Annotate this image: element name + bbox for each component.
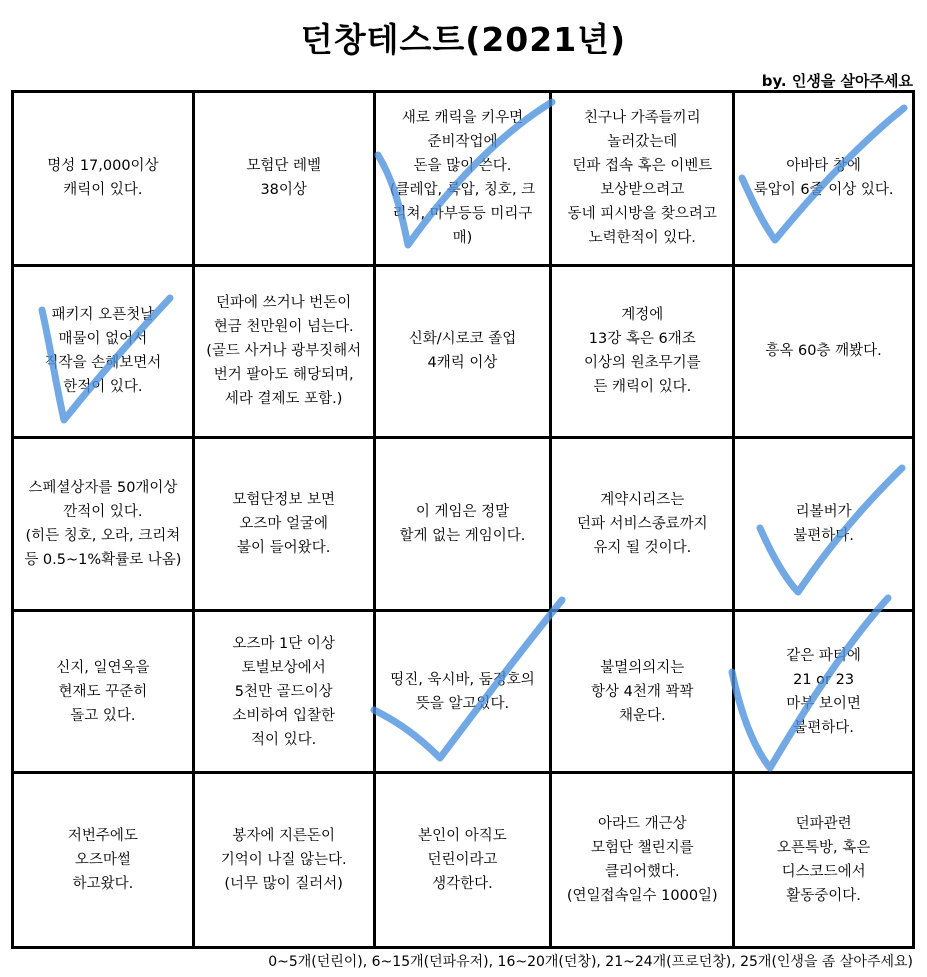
bingo-cell-19[interactable] bbox=[552, 612, 735, 774]
bingo-cell-7[interactable] bbox=[195, 267, 376, 439]
bingo-cell-4[interactable] bbox=[552, 93, 735, 267]
bingo-cell-18[interactable] bbox=[376, 612, 553, 774]
bingo-cell-12[interactable] bbox=[195, 439, 376, 613]
cell-text: 모험단 레벨 38이상 bbox=[246, 158, 321, 199]
cell-text: 신화/시로코 졸업 4캐릭 이상 bbox=[408, 331, 517, 372]
cell-text: 모험단정보 보면 오즈마 얼굴에 불이 들어왔다. bbox=[232, 491, 336, 556]
bingo-cell-23[interactable] bbox=[376, 774, 553, 946]
cell-text: 신지, 일연옥을 현재도 꾸준히 돌고 있다. bbox=[56, 659, 150, 724]
cell-text: 흥옥 60층 깨봤다. bbox=[765, 343, 882, 360]
bingo-cell-8[interactable] bbox=[376, 267, 553, 439]
cell-text: 계정에 13강 혹은 6개조 이상의 원초무기를 든 캐릭이 있다. bbox=[583, 307, 701, 396]
cell-text: 계약시리즈는 던파 서비스종료까지 유지 될 것이다. bbox=[576, 491, 708, 556]
bingo-cell-21[interactable] bbox=[14, 774, 195, 946]
bingo-cell-15[interactable] bbox=[735, 439, 912, 613]
cell-text: 이 게임은 정말 할게 없는 게임이다. bbox=[399, 503, 526, 544]
bingo-cell-3[interactable] bbox=[376, 93, 553, 267]
cell-text: 같은 파티에 21 or 23 마부 보이면 불편하다. bbox=[786, 647, 861, 736]
bingo-cell-5[interactable] bbox=[735, 93, 912, 267]
bingo-cell-14[interactable] bbox=[552, 439, 735, 613]
bingo-cell-11[interactable] bbox=[14, 439, 195, 613]
bingo-cell-10[interactable] bbox=[735, 267, 912, 439]
bingo-grid bbox=[11, 90, 915, 949]
bingo-cell-9[interactable] bbox=[552, 267, 735, 439]
bingo-cell-25[interactable] bbox=[735, 774, 912, 946]
bingo-cell-2[interactable] bbox=[195, 93, 376, 267]
bingo-cell-24[interactable] bbox=[552, 774, 735, 946]
author-byline: by. 인생을 살아주세요 bbox=[761, 72, 913, 90]
cell-text: 명성 17,000이상 캐릭이 있다. bbox=[47, 158, 159, 199]
cell-text: 본인이 아직도 던린이라고 생각한다. bbox=[418, 828, 507, 893]
cell-text: 봉자에 지른돈이 기억이 나질 않는다. (너무 많이 질러서) bbox=[220, 828, 347, 893]
bingo-cell-6[interactable] bbox=[14, 267, 195, 439]
cell-text: 오즈마 1단 이상 토벌보상에서 5천만 골드이상 소비하여 입찰한 적이 있다. bbox=[232, 635, 336, 748]
cell-text: 리볼버가 불편하다. bbox=[793, 503, 854, 544]
page-title: 던창테스트(2021년) bbox=[300, 20, 627, 59]
cell-text: 친구나 가족들끼리 놀러갔는데 던파 접속 혹은 이벤트 보상받으려고 동네 피시방을 찾으려고 노력한적이 있다. bbox=[567, 110, 717, 247]
bingo-cell-22[interactable] bbox=[195, 774, 376, 946]
bingo-cell-20[interactable] bbox=[735, 612, 912, 774]
bingo-cell-16[interactable] bbox=[14, 612, 195, 774]
cell-text: 불멸의의지는 항상 4천개 꽉꽉 채운다. bbox=[591, 659, 694, 724]
bingo-cell-1[interactable] bbox=[14, 93, 195, 267]
cell-text: 저번주에도 오즈마썰 하고왔다. bbox=[67, 828, 138, 893]
bingo-cell-13[interactable] bbox=[376, 439, 553, 613]
cell-text: 패키지 오픈첫날 매물이 없어서 직작을 손해보면서 한적이 있다. bbox=[44, 307, 162, 396]
cell-text: 아바타 창에 룩압이 6줄 이상 있다. bbox=[753, 158, 894, 199]
cell-text: 새로 캐릭을 키우면 준비작업에 돈을 많이 쓴다. (클레압, 룩압, 칭호, 크 리쳐, 마부등등 미리구 매) bbox=[389, 110, 536, 247]
cell-text: 아라드 개근상 모험단 챌린지를 클리어했다. (연일접속일수 1000일) bbox=[566, 816, 718, 905]
cell-text: 스페셜상자를 50개이상 깐적이 있다. (히든 칭호, 오라, 크리쳐 등 0.5~1%확률로 나옴) bbox=[24, 479, 182, 568]
cell-text: 던파에 쓰거나 번돈이 현금 천만원이 넘는다. (골드 사거나 광부짓해서 번거 팔아도 해당되며, 세라 결제도 포함.) bbox=[206, 295, 362, 408]
cell-text: 띵진, 욱시바, 둠정호의 뜻을 알고있다. bbox=[390, 671, 535, 712]
score-legend: 0~5개(던린이), 6~15개(던파유저), 16~20개(던창), 21~24개(프로던창), 25개(인생을 좀 살아주세요) bbox=[268, 954, 913, 970]
bingo-cell-17[interactable] bbox=[195, 612, 376, 774]
cell-text: 던파관련 오픈톡방, 혹은 디스코드에서 활동중이다. bbox=[776, 816, 871, 905]
